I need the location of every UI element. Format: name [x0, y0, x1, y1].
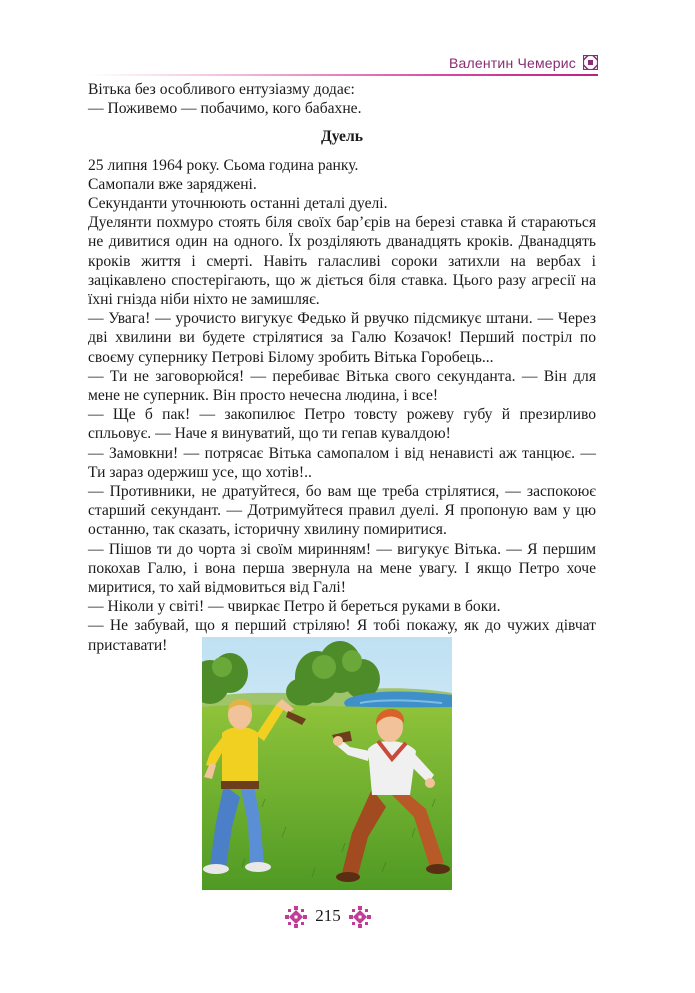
paragraph: — Ніколи у світі! — чвиркає Петро й береться руками в боки.	[88, 598, 501, 616]
paragraph: — Ще б пак! — закопилює Петро товсту рожеву губу й презирливо спльовує. — Наче я винуватий, що ти гепав кувалдою!	[88, 406, 596, 443]
paragraph: — Увага! — урочисто вигукує Федько й рвучко підсмикує штани. — Через дві хвилини ви будете стрілятися за Галю Козачок! Перший постріл по своєму супернику Петрові Білому зробить Вітька Горобець...	[88, 310, 596, 366]
paragraph: — Пішов ти до чорта зі своїм миринням! — вигукує Вітька. — Я першим покохав Галю, і вона перша звернула на мене увагу. І якщо Петро хоче миритися, то хай відмовиться від Галі!	[88, 540, 596, 597]
paragraph: — Противники, не дратуйтеся, бо вам ще треба стрілятися, — заспокоює старший секундант. — Дотримуйтеся правил дуелі. Я пропоную вам у цю останню, так сказать, історичну хвилину помиритися.	[88, 483, 596, 539]
ornament-icon	[285, 906, 307, 928]
paragraph: Секунданти уточнюють останні деталі дуелі.	[88, 195, 388, 213]
duel-illustration	[202, 637, 452, 890]
paragraph: — Не забувай, що я перший стріляю! Я тобі покажу, як до чужих дівчат приставати!	[88, 617, 596, 654]
paragraph: Вітька без особливого ентузіазму додає:	[88, 81, 355, 98]
header-divider	[88, 74, 598, 76]
running-header	[88, 52, 598, 76]
section-title: Дуель	[321, 128, 363, 146]
page-number: 215	[315, 906, 341, 925]
ornament-icon	[349, 906, 371, 928]
page-footer	[0, 902, 695, 932]
paragraph: — Замовкни! — потрясає Вітька самопалом і від ненависті аж танцює. — Ти зараз одержиш усе, що хотів!..	[88, 444, 596, 481]
book-corner-icon	[583, 55, 598, 70]
page-text	[88, 80, 596, 655]
paragraph: — Ти не заговорюйся! — перебиває Вітька свого секунданта. — Він для мене не суперник. Він просто нечесна людина, і все!	[88, 367, 596, 405]
header-author: Валентин Чемерис	[449, 55, 576, 71]
paragraph: — Поживемо — побачимо, кого бабахне.	[88, 100, 362, 118]
paragraph: Дуелянти похмуро стоять біля своїх бар’єрів на березі ставка й стараються не дивитися один на одного. Їх розділяють дванадцять кроків. Дванадцять кроків життя і смерті. Навіть галасливі сороки затихли на вербах і зацікавлено спостерігають, що ж діється біля ставка. Цього разу агресії на їхні гнізда ніби ніхто не замишляє.	[88, 214, 596, 309]
paragraph: Самопали вже заряджені.	[88, 175, 257, 193]
paragraph: 25 липня 1964 року. Сьома година ранку.	[88, 156, 359, 174]
